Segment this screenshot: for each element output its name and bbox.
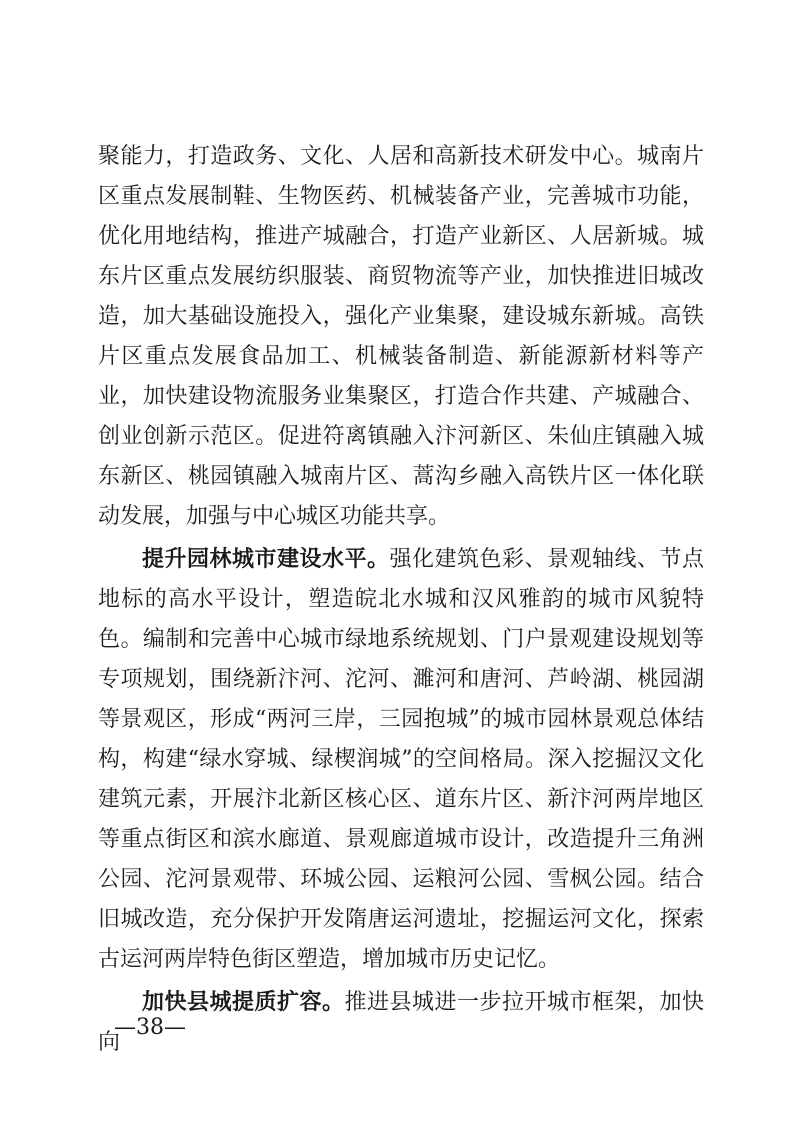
paragraph-3-heading: 加快县城提质扩容。 xyxy=(142,989,345,1015)
paragraph-2 xyxy=(98,539,704,980)
page-number: —38— xyxy=(114,1015,186,1040)
paragraph-1 xyxy=(98,137,704,537)
paragraph-1-text: 聚能力，打造政务、文化、人居和高新技术研发中心。城南片区重点发展制鞋、生物医药、机械装备产业，完善城市功能，优化用地结构，推进产城融合，打造产业新区、人居新城。城东片区重点发展纺织服装、商贸物流等产业，加快推进旧城改造，加大基础设施投入，强化产业集聚，建设城东新城。高铁片区重点发展食品加工、机械装备制造、新能源新材料等产业，加快建设物流服务业集聚区，打造合作共建、产城融合、创业创新示范区。促进符离镇融入汴河新区、朱仙庄镇融入城东新区、桃园镇融入城南片区、蒿沟乡融入高铁片区一体化联动发展，加强与中心城区功能共享。 xyxy=(98,144,704,529)
paragraph-2-text: 强化建筑色彩、景观轴线、节点地标的高水平设计，塑造皖北水城和汉风雅韵的城市风貌特色。编制和完善中心城市绿地系统规划、门户景观建设规划等专项规划，围绕新汴河、沱河、濉河和唐河、芦岭湖、桃园湖等景观区，形成“两河三岸，三园抱城”的城市园林景观总体结构，构建“绿水穿城、绿楔润城”的空间格局。深入挖掘汉文化建筑元素，开展汴北新区核心区、道东片区、新汴河两岸地区等重点街区和滨水廊道、景观廊道城市设计，改造提升三角洲公园、沱河景观带、环城公园、运粮河公园、雪枫公园。结合旧城改造，充分保护开发隋唐运河遗址，挖掘运河文化，探索古运河两岸特色街区塑造，增加城市历史记忆。 xyxy=(98,547,704,972)
body-text xyxy=(98,137,704,1063)
paragraph-2-heading: 提升园林城市建设水平。 xyxy=(142,546,390,572)
paragraph-3 xyxy=(98,982,704,1063)
paragraph-3-text: 推进县城进一步拉开城市框架，加快向 xyxy=(98,990,704,1055)
